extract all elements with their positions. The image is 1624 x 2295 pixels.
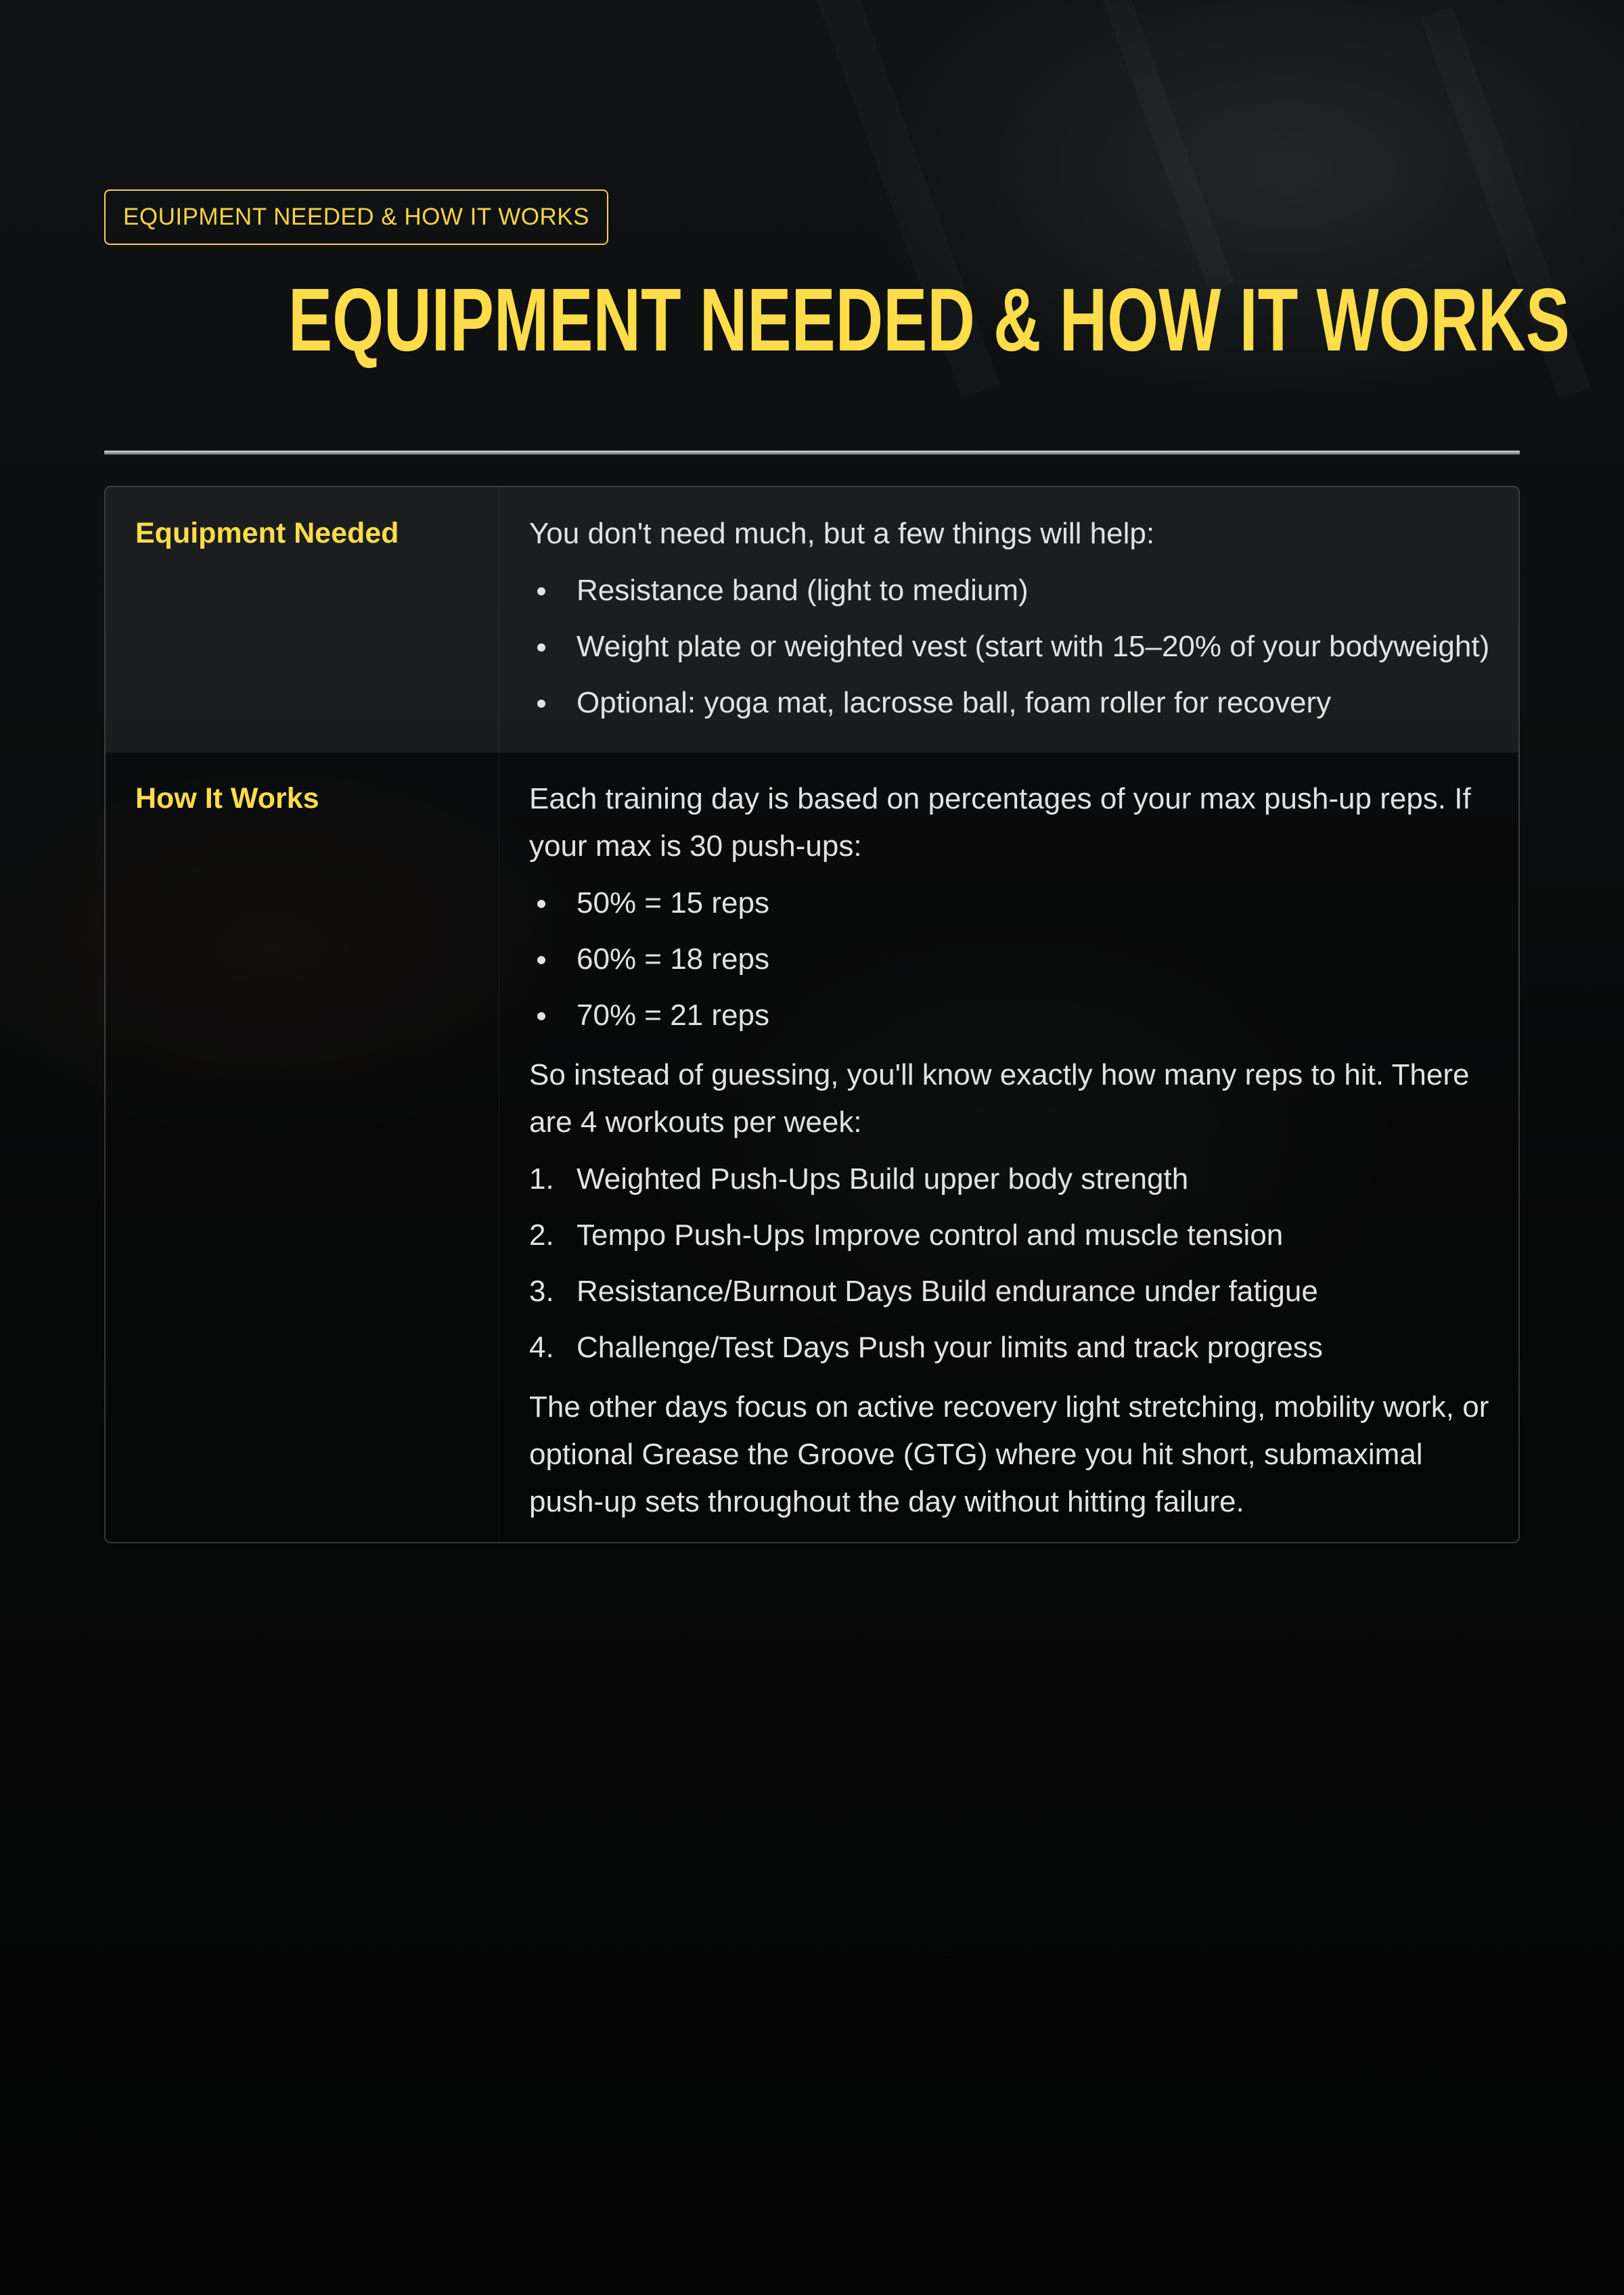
list-item-text: 60% = 18 reps <box>577 942 769 976</box>
how-it-works-content <box>391 752 1518 1542</box>
list-item <box>529 1324 1498 1371</box>
list-item <box>529 1212 1498 1259</box>
info-table <box>104 486 1520 1543</box>
section-tag: EQUIPMENT NEEDED & HOW IT WORKS <box>104 189 608 245</box>
how-it-works-middle: So instead of guessing, you'll know exactly how many reps to hit. There are 4 workouts per week: <box>529 1058 1470 1139</box>
equipment-row <box>106 487 1518 752</box>
list-number: 4. <box>529 1331 554 1364</box>
title-divider <box>104 451 1520 455</box>
list-item <box>529 623 1498 671</box>
bullet-icon <box>537 643 545 652</box>
list-number: 1. <box>529 1162 554 1196</box>
list-item-text: Resistance/Burnout Days Build endurance under fatigue <box>577 1275 1318 1308</box>
workout-list <box>529 1156 1498 1371</box>
list-item-text: Resistance band (light to medium) <box>577 574 1029 607</box>
equipment-content <box>391 487 1518 752</box>
list-item <box>529 880 1498 927</box>
how-it-works-row <box>106 752 1518 1542</box>
list-item <box>529 679 1498 727</box>
how-it-works-outro: The other days focus on active recovery light stretching, mobility work, or optional Grease the Groove (GTG) where you hit short, submaximal push-up sets throughout the day without hitting failure. <box>529 1390 1489 1518</box>
list-item <box>529 1268 1498 1315</box>
list-item-text: Tempo Push-Ups Improve control and muscle tension <box>577 1219 1284 1252</box>
page-content <box>104 189 1570 1543</box>
how-it-works-intro: Each training day is based on percentages of your max push-up reps. If your max is 30 push-ups: <box>529 782 1471 863</box>
list-number: 2. <box>529 1219 554 1252</box>
list-item-text: Optional: yoga mat, lacrosse ball, foam roller for recovery <box>577 686 1332 719</box>
equipment-list <box>529 567 1498 727</box>
bullet-icon <box>537 900 545 908</box>
list-item <box>529 936 1498 983</box>
bullet-icon <box>537 1012 545 1020</box>
list-number: 3. <box>529 1275 554 1308</box>
list-item <box>529 1156 1498 1203</box>
list-item <box>529 567 1498 614</box>
list-item-text: Weight plate or weighted vest (start with 15–20% of your bodyweight) <box>577 630 1490 663</box>
percent-list <box>529 880 1498 1039</box>
bullet-icon <box>537 700 545 708</box>
equipment-label: Equipment Needed <box>135 517 399 549</box>
equipment-intro: You don't need much, but a few things will help: <box>529 517 1155 550</box>
list-item <box>529 992 1498 1039</box>
bullet-icon <box>537 956 545 964</box>
list-item-text: 50% = 15 reps <box>577 886 769 919</box>
list-item-text: Challenge/Test Days Push your limits and track progress <box>577 1331 1323 1364</box>
bullet-icon <box>537 587 545 595</box>
page-title: EQUIPMENT NEEDED & HOW IT WORKS <box>288 270 1570 369</box>
list-item-text: 70% = 21 reps <box>577 999 769 1032</box>
how-it-works-label: How It Works <box>135 782 319 815</box>
list-item-text: Weighted Push-Ups Build upper body strength <box>577 1162 1189 1196</box>
